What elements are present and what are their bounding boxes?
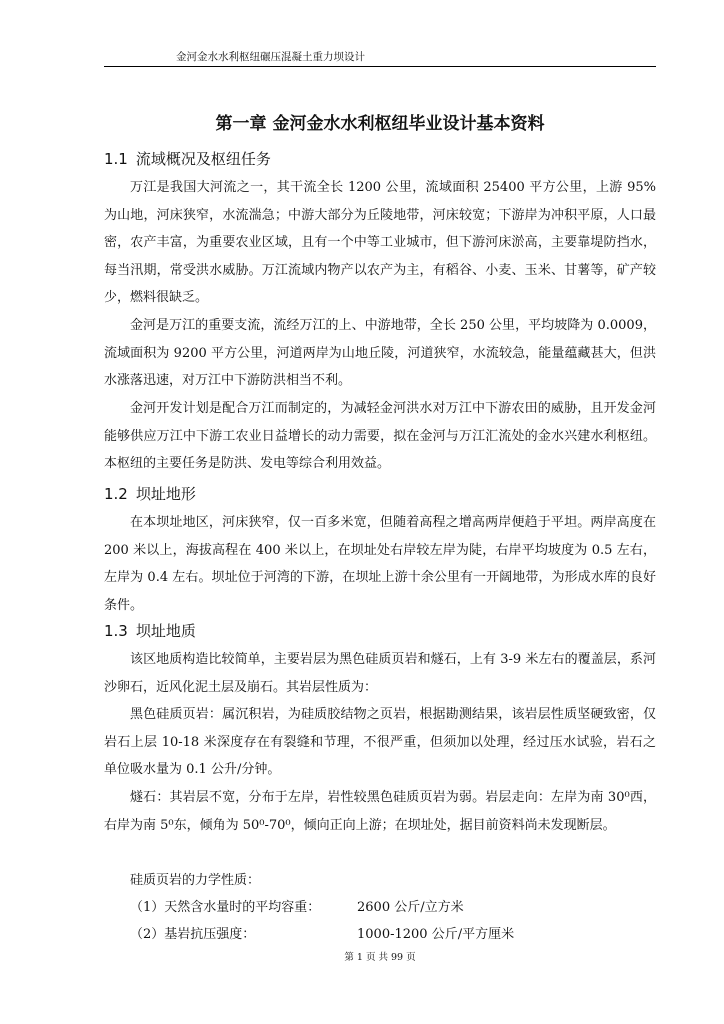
chapter-title: 第一章 金河金水水利枢纽毕业设计基本资料 (215, 114, 545, 134)
property-label: （1）天然含水量时的平均容重： (130, 900, 321, 915)
property-value: 2600 公斤/立方米 (357, 900, 464, 915)
property-value: 1000-1200 公斤/平方厘米 (357, 927, 515, 942)
section-title: 坝址地形 (135, 485, 196, 503)
section-title: 流域概况及枢纽任务 (135, 150, 271, 168)
property-label: （2）基岩抗压强度： (130, 927, 256, 942)
section-number: 1.3 (104, 622, 128, 640)
header-title: 金河金水水利枢纽碾压混凝土重力坝设计 (176, 51, 365, 63)
section-heading-1-3 (104, 620, 196, 642)
paragraph: 该区地质构造比较简单，主要岩层为黑色硅质页岩和燧石，上有 3-9 米左右的覆盖层，系河沙卵石，近风化泥土层及崩石。其岩层性质为： (104, 652, 656, 695)
section-heading-1-2 (104, 483, 196, 505)
paragraph: 燧石：其岩层不宽，分布于左岸，岩性较黑色硅质页岩为弱。岩层走向：左岸为南 30⁰西，右岸为南 5⁰东，倾角为 50⁰-70⁰，倾向正向上游；在坝址处，据目前资料尚未发现断层。 (104, 790, 656, 833)
section-number: 1.2 (104, 485, 128, 503)
page-footer: 第 1 页 共 99 页 (344, 952, 416, 963)
paragraph: 万江是我国大河流之一，其干流全长 1200 公里，流域面积 25400 平方公里，上游 95%为山地，河床狭窄，水流湍急；中游大部分为丘陵地带，河床较宽；下游岸为冲积平原，人口最密，农产丰富，为重要农业区域，且有一个中等工业城市，但下游河床淤高，主要靠堤防挡水，每当汛期，常受洪水威胁。万江流域内物产以农产为主，有稻谷、小麦、玉米、甘薯等，矿产较少，燃料很缺乏。 (104, 180, 656, 305)
paragraph: 在本坝址地区，河床狭窄，仅一百多米宽，但随着高程之增高两岸便趋于平坦。两岸高度在 200 米以上，海拔高程在 400 米以上，在坝址处右岸较左岸为陡，右岸平均坡度为 0.5 左右，左岸为 0.4 左右。坝址位于河湾的下游，在坝址上游十余公里有一开阔地带，为形成水库的良好条件。 (104, 515, 656, 613)
section-title: 坝址地质 (135, 622, 196, 640)
paragraph: 金河开发计划是配合万江而制定的，为减轻金河洪水对万江中下游农田的威胁，且开发金河能够供应万江中下游工农业日益增长的动力需要，拟在金河与万江汇流处的金水兴建水利枢纽。本枢纽的主要任务是防洪、发电等综合利用效益。 (104, 401, 656, 471)
paragraph: 金河是万江的重要支流，流经万江的上、中游地带，全长 250 公里，平均坡降为 0.0009，流域面积为 9200 平方公里，河道两岸为山地丘陵，河道狭窄，水流较急，能量蕴藏甚大，但洪水涨落迅速，对万江中下游防洪相当不利。 (104, 318, 656, 388)
paragraph: 硅质页岩的力学性质： (130, 873, 261, 888)
property-item (130, 921, 515, 949)
paragraph: 黑色硅质页岩：属沉积岩，为硅质胶结物之页岩，根据勘测结果，该岩层性质坚硬致密，仅岩石上层 10-18 米深度存在有裂缝和节理，不很严重，但须加以处理，经过压水试验，岩石之单位吸水量为 0.1 公升/分钟。 (104, 707, 656, 777)
section-number: 1.1 (104, 150, 128, 168)
section-heading-1-1 (104, 148, 271, 170)
property-item (130, 894, 464, 922)
page-header (104, 52, 656, 67)
